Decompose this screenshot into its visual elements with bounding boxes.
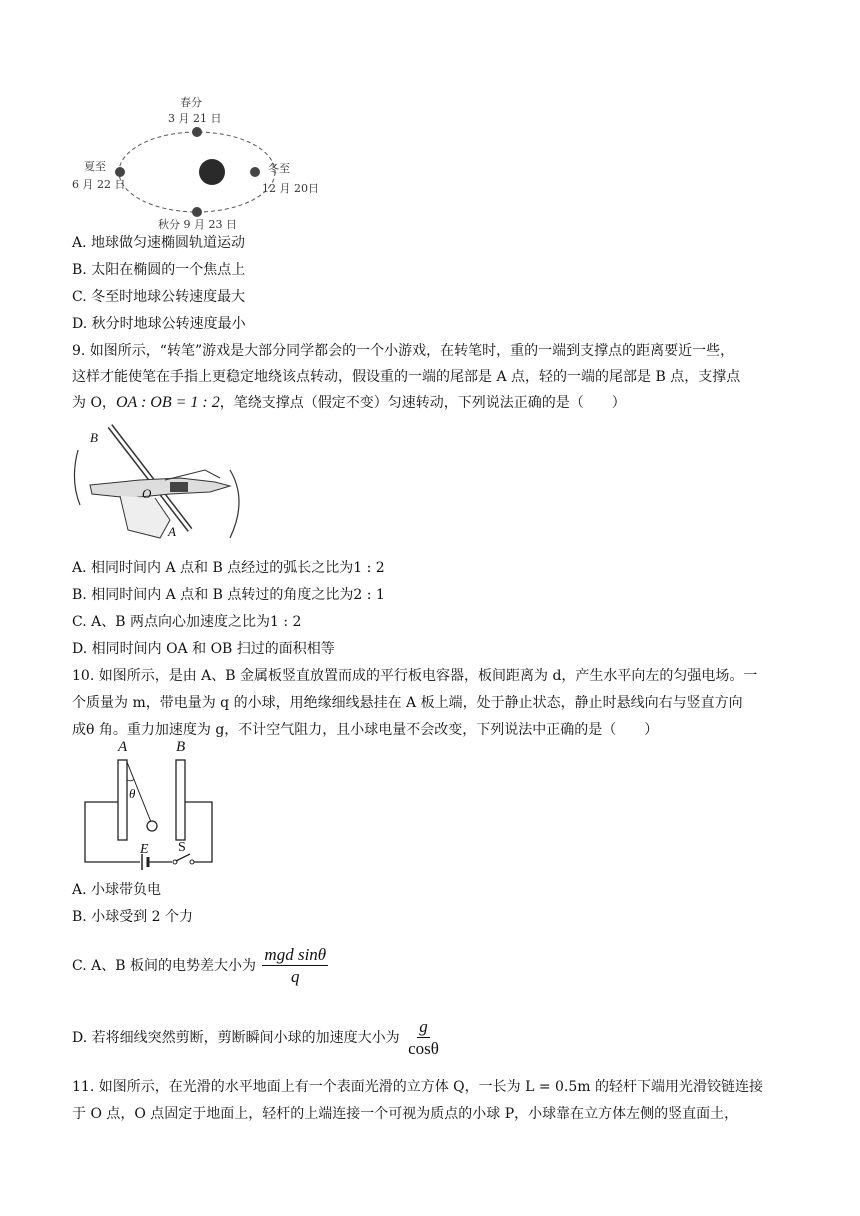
q9-option-d: D. 相同时间内 OA 和 OB 扫过的面积相等 (72, 641, 335, 657)
q9-line3-pre: 为 O， (72, 395, 116, 411)
winter-date: 12 月 20日 (262, 182, 319, 195)
q9-stem-line1: 9. 如图所示，“转笔”游戏是大部分同学都会的一个小游戏，在转笔时，重的一端到支撑点的距离要近一些， (72, 343, 735, 359)
q9-stem-line3 (72, 393, 626, 413)
q9-option-b: B. 相同时间内 A 点和 B 点转过的角度之比为2 : 1 (72, 587, 385, 603)
pen-label-b: B (90, 430, 98, 445)
q8-option-c: C. 冬至时地球公转速度最大 (72, 289, 246, 305)
q10-option-d-text: D. 若将细线突然剪断，剪断瞬间小球的加速度大小为 (72, 1030, 400, 1046)
q10-option-d-fraction (406, 1017, 441, 1060)
earth-winter (250, 167, 260, 177)
switch-label: S (178, 840, 186, 855)
sun (199, 159, 225, 185)
ball (147, 821, 157, 831)
q8-option-a: A. 地球做匀速椭圆轨道运动 (72, 235, 246, 251)
winter-name: 冬至 (268, 162, 290, 175)
plate-label-b: B (176, 739, 186, 755)
q9-option-a: A. 相同时间内 A 点和 B 点经过的弧长之比为1 : 2 (72, 560, 385, 576)
q11-stem-line2: 于 O 点，O 点固定于地面上，轻杆的上端连接一个可视为质点的小球 P，小球靠在立方体左侧的竖直面土， (72, 1106, 739, 1122)
q10-option-d (72, 1014, 441, 1062)
pen-label-a: A (168, 524, 176, 539)
summer-date: 6 月 22 日 (72, 178, 126, 191)
q10-d-numerator: g (419, 1016, 428, 1036)
plate-label-a: A (118, 739, 128, 755)
capacitor-figure (80, 739, 220, 877)
capacitor-circuit (80, 742, 220, 877)
q10-stem-line2: 个质量为 m，带电量为 q 的小球，用绝缘细线悬挂在 A 板上端，处于静止状态，静止时悬线向右与竖直方向 (72, 695, 743, 711)
q10-option-c (72, 942, 328, 990)
battery-label: E (140, 842, 149, 857)
earth-spring (192, 127, 202, 137)
plate-b (176, 760, 185, 840)
q9-ratio: OA : OB = 1 : 2 (115, 394, 220, 411)
q10-option-a: A. 小球带负电 (72, 882, 162, 898)
q10-stem-line1: 10. 如图所示，是由 A、B 金属板竖直放置而成的平行板电容器，板间距离为 d，产生水平向左的匀强电场。一 (72, 668, 758, 684)
pen-label-o: O (142, 486, 152, 501)
autumn-label: 秋分 9 月 23 日 (158, 218, 237, 231)
q10-option-b: B. 小球受到 2 个力 (72, 909, 193, 925)
q8-option-d: D. 秋分时地球公转速度最小 (72, 316, 246, 332)
spring-date: 3 月 21 日 (168, 112, 222, 125)
q10-c-numerator: mgd sinθ (264, 944, 327, 964)
q8-option-b: B. 太阳在椭圆的一个焦点上 (72, 262, 246, 278)
spring-name: 春分 (180, 96, 202, 109)
orbit-figure (72, 90, 330, 231)
q10-option-c-fraction (262, 945, 328, 988)
q10-d-denominator: cosθ (408, 1038, 439, 1058)
q11-stem-line1: 11. 如图所示，在光滑的水平地面上有一个表面光滑的立方体 Q，一长为 L = 0.5m 的轻杆下端用光滑铰链连接 (72, 1079, 764, 1095)
pen-figure (70, 420, 250, 545)
q10-c-denominator: q (291, 966, 300, 986)
summer-name: 夏至 (84, 160, 106, 173)
q9-stem-line2: 这样才能使笔在手指上更稳定地绕该点转动，假设重的一端的尾部是 A 点，轻的一端的尾部是 B 点，支撑点 (72, 369, 741, 385)
theta-label: θ (129, 786, 136, 801)
q9-line3-post: ，笔绕支撑点（假定不变）匀速转动，下列说法正确的是（ ） (219, 395, 626, 411)
q9-option-c: C. A、B 两点向心加速度之比为1 : 2 (72, 614, 302, 630)
plate-a (118, 760, 127, 840)
q10-stem-line3: 成θ 角。重力加速度为 g，不计空气阻力，且小球电量不会改变，下列说法中正确的是（ ） (72, 722, 659, 738)
q10-option-c-text: C. A、B 板间的电势差大小为 (72, 958, 256, 974)
